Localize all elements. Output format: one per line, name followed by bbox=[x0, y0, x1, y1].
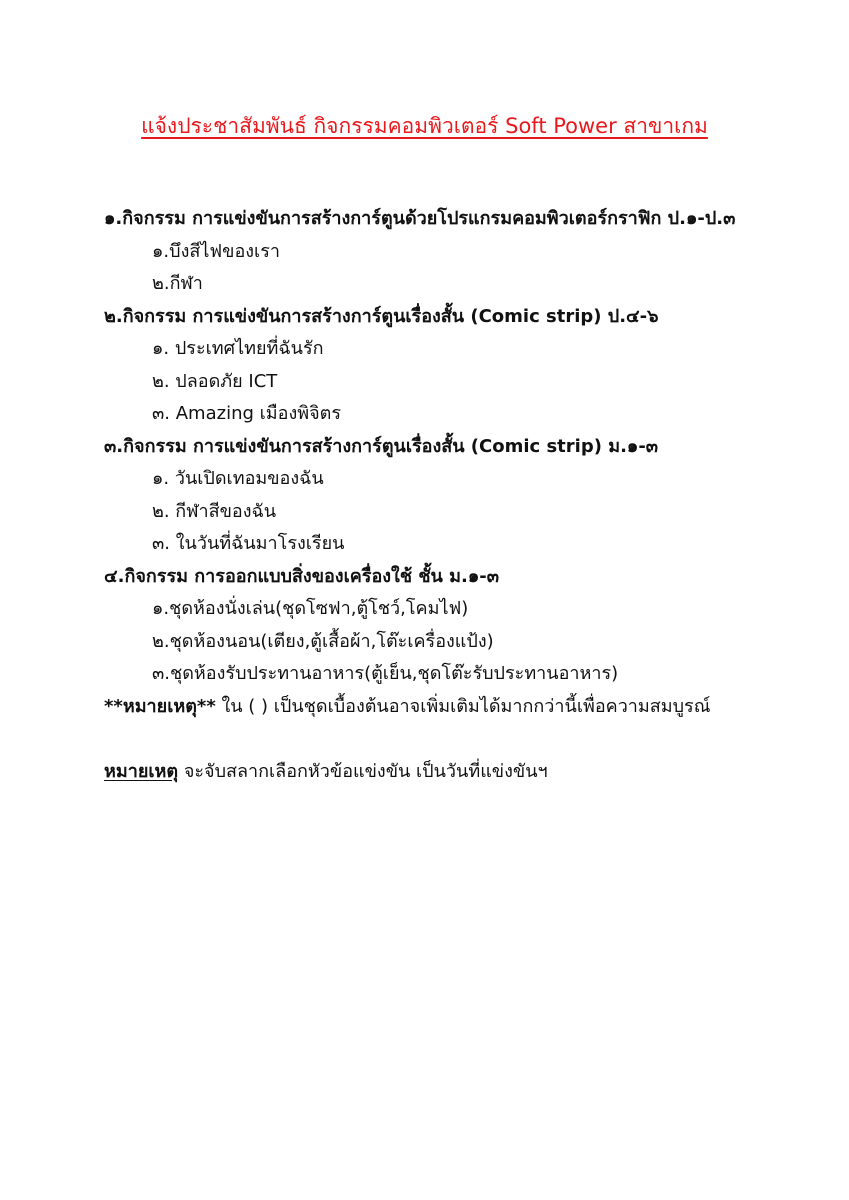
activity-list bbox=[104, 203, 804, 789]
activity-1-item-2: ๒.กีฬา bbox=[152, 273, 203, 294]
activity-4-item-1: ๑.ชุดห้องนั่งเล่น(ชุดโซฟา,ตู้โชว์,โคมไฟ) bbox=[152, 598, 469, 619]
activity-2-item-3: ๓. Amazing เมืองพิจิตร bbox=[152, 403, 342, 424]
note-supplement-text: ใน ( ) เป็นชุดเบื้องต้นอาจเพิ่มเติมได้มากกว่านี้เพื่อความสมบูรณ์ bbox=[215, 695, 711, 717]
activity-4-heading: ๔.กิจกรรม การออกแบบสิ่งของเครื่องใช้ ชั้น ม.๑-๓ bbox=[104, 565, 500, 587]
activity-2-item-1: ๑. ประเทศไทยที่ฉันรัก bbox=[152, 338, 324, 359]
spacer bbox=[104, 723, 804, 756]
note-lottery bbox=[104, 756, 804, 789]
activity-2-item-2: ๒. ปลอดภัย ICT bbox=[152, 370, 278, 392]
note-lottery-text: จะจับสลากเลือกหัวข้อแข่งขัน เป็นวันที่แข่งขันฯ bbox=[178, 761, 548, 782]
activity-3-item-3: ๓. ในวันที่ฉันมาโรงเรียน bbox=[152, 533, 345, 554]
activity-3-item-2: ๒. กีฬาสีของฉัน bbox=[152, 500, 277, 522]
activity-4-item-2: ๒.ชุดห้องนอน(เตียง,ตู้เสื้อผ้า,โต๊ะเครื่องแป้ง) bbox=[152, 630, 494, 652]
activity-3-item-1: ๑. วันเปิดเทอมของฉัน bbox=[152, 468, 324, 489]
activity-1-item-1: ๑.บึงสีไฟของเรา bbox=[152, 240, 280, 262]
note-lottery-label: หมายเหตุ bbox=[104, 761, 179, 782]
activity-3-heading: ๓.กิจกรรม การแข่งขันการสร้างการ์ตูนเรื่องสั้น (Comic strip) ม.๑-๓ bbox=[104, 435, 659, 457]
activity-1-heading: ๑.กิจกรรม การแข่งขันการสร้างการ์ตูนด้วยโปรแกรมคอมพิวเตอร์กราฟิก ป.๑-ป.๓ bbox=[104, 208, 736, 229]
activity-2-heading: ๒.กิจกรรม การแข่งขันการสร้างการ์ตูนเรื่องสั้น (Comic strip) ป.๔-๖ bbox=[104, 305, 659, 327]
note-supplement-label: **หมายเหตุ** bbox=[104, 695, 216, 717]
activity-4-item-3: ๓.ชุดห้องรับประทานอาหาร(ตู้เย็น,ชุดโต๊ะรับประทานอาหาร) bbox=[152, 663, 619, 684]
page-title: แจ้งประชาสัมพันธ์ กิจกรรมคอมพิวเตอร์ Soft Power สาขาเกม bbox=[141, 114, 708, 138]
note-supplement bbox=[104, 691, 804, 724]
